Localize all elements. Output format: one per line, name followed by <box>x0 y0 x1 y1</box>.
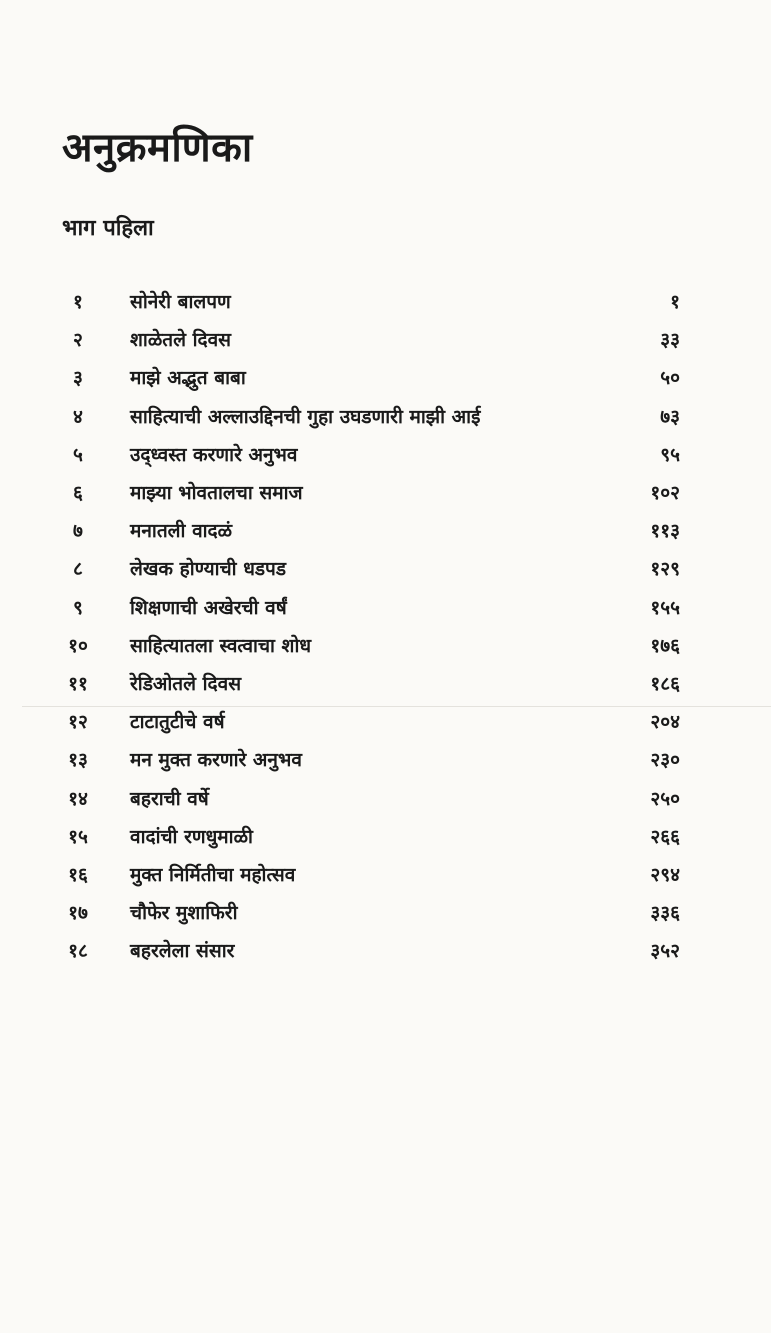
toc-entry <box>40 664 680 702</box>
chapter-title: सोनेरी बालपण <box>130 291 231 314</box>
toc-entry <box>40 702 680 740</box>
chapter-title: लेखक होण्याची धडपड <box>130 558 287 581</box>
chapter-title: माझ्या भोवतालचा समाज <box>130 482 303 505</box>
toc-entry <box>40 778 680 816</box>
chapter-title: माझे अद्भुत बाबा <box>130 367 246 390</box>
toc-entry <box>40 473 680 511</box>
chapter-page-number: ३३६ <box>650 902 680 925</box>
chapter-number: १६ <box>68 863 88 886</box>
chapter-title: टाटातुटीचे वर्ष <box>130 711 225 734</box>
chapter-title: उद्ध्वस्त करणारे अनुभव <box>130 443 298 466</box>
chapter-page-number: २०४ <box>650 711 680 734</box>
chapter-number: ७ <box>73 520 83 543</box>
chapter-number: ९ <box>73 596 83 619</box>
toc-entry <box>40 740 680 778</box>
toc-entry <box>40 588 680 626</box>
chapter-page-number: २५० <box>650 787 680 810</box>
toc-entry <box>40 931 680 969</box>
chapter-number: ८ <box>73 558 83 581</box>
toc-entry <box>40 397 680 435</box>
chapter-page-number: ७३ <box>660 405 680 428</box>
chapter-page-number: २६६ <box>650 825 680 848</box>
toc-entry <box>40 435 680 473</box>
chapter-page-number: १८६ <box>650 672 680 695</box>
chapter-page-number: १०२ <box>650 482 680 505</box>
chapter-number: २ <box>73 329 83 352</box>
chapter-number: ४ <box>73 405 83 428</box>
chapter-number: ५ <box>73 443 83 466</box>
toc-entry <box>40 511 680 549</box>
chapter-number: १२ <box>68 711 88 734</box>
chapter-title: शिक्षणाची अखेरची वर्षं <box>130 596 287 619</box>
chapter-number: १७ <box>68 902 88 925</box>
chapter-page-number: ३३ <box>660 329 680 352</box>
chapter-page-number: १२९ <box>650 558 680 581</box>
chapter-title: बहराची वर्षे <box>130 787 209 810</box>
chapter-title: मुक्त निर्मितीचा महोत्सव <box>130 863 296 886</box>
toc-entry <box>40 626 680 664</box>
chapter-number: १ <box>73 291 83 314</box>
chapter-number: १४ <box>68 787 88 810</box>
chapter-title: रेडिओतले दिवस <box>130 672 242 695</box>
chapter-number: १५ <box>68 825 88 848</box>
table-of-contents <box>40 282 680 969</box>
chapter-title: चौफेर मुशाफिरी <box>130 902 238 925</box>
chapter-page-number: ११३ <box>650 520 680 543</box>
chapter-page-number: १७६ <box>650 634 680 657</box>
chapter-title: मनातली वादळं <box>130 520 233 543</box>
toc-entry <box>40 893 680 931</box>
page-title: अनुक्रमणिका <box>62 125 253 171</box>
chapter-number: ११ <box>68 672 88 695</box>
toc-entry <box>40 320 680 358</box>
chapter-number: ६ <box>73 482 83 505</box>
toc-entry <box>40 549 680 587</box>
toc-entry <box>40 358 680 396</box>
chapter-title: शाळेतले दिवस <box>130 329 232 352</box>
chapter-number: १० <box>68 634 88 657</box>
chapter-page-number: ९५ <box>660 443 680 466</box>
chapter-number: ३ <box>73 367 83 390</box>
chapter-number: १३ <box>68 749 88 772</box>
chapter-number: १८ <box>68 940 88 963</box>
chapter-page-number: १५५ <box>650 596 680 619</box>
chapter-title: साहित्याची अल्लाउद्दिनची गुहा उघडणारी माझी आई <box>130 405 481 428</box>
section-heading: भाग पहिला <box>62 216 154 241</box>
chapter-page-number: २३० <box>650 749 680 772</box>
chapter-title: मन मुक्त करणारे अनुभव <box>130 749 302 772</box>
chapter-page-number: २९४ <box>650 863 680 886</box>
toc-entry <box>40 817 680 855</box>
chapter-title: वादांची रणधुमाळी <box>130 825 253 848</box>
toc-entry <box>40 282 680 320</box>
toc-entry <box>40 855 680 893</box>
chapter-title: बहरलेला संसार <box>130 940 235 963</box>
chapter-page-number: ५० <box>660 367 680 390</box>
chapter-title: साहित्यातला स्वत्वाचा शोध <box>130 634 312 657</box>
chapter-page-number: ३५२ <box>650 940 680 963</box>
chapter-page-number: १ <box>670 291 680 314</box>
